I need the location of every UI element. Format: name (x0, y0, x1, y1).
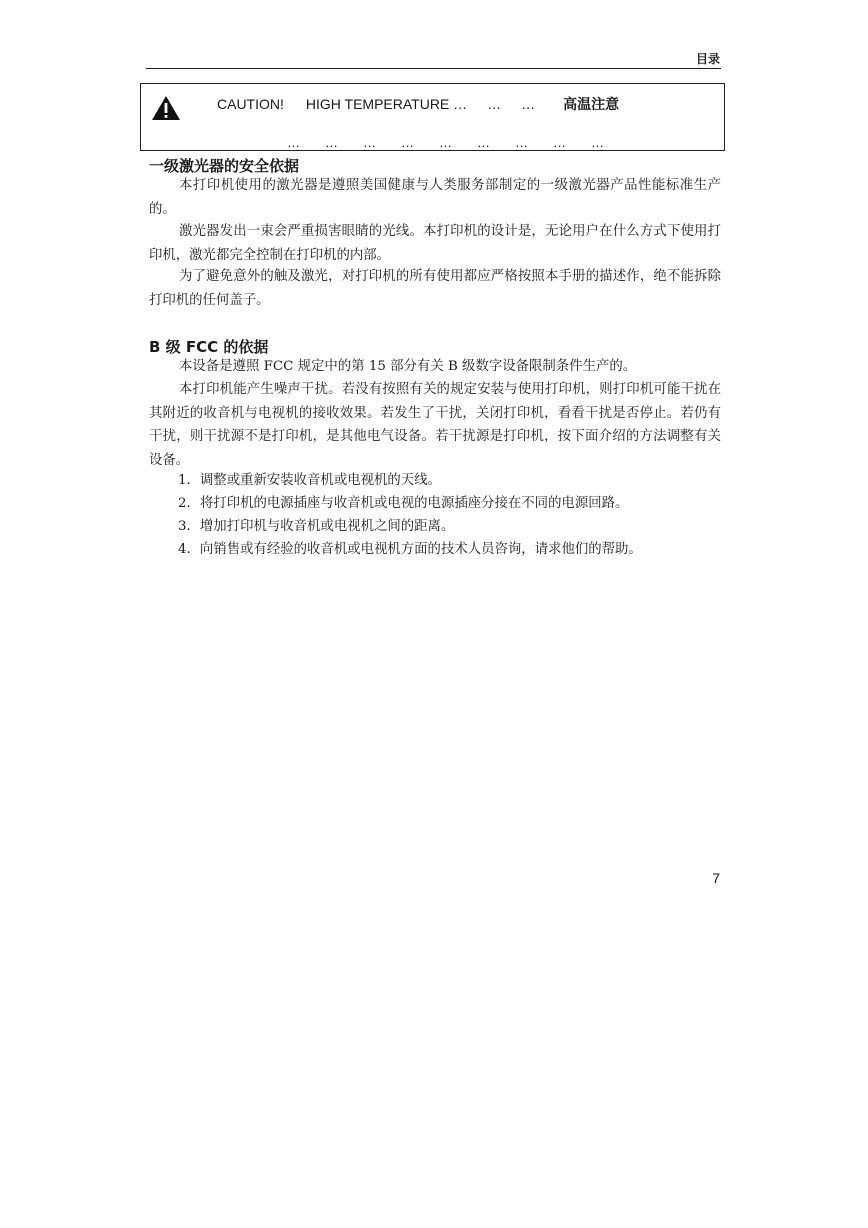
running-header-title: 目录 (695, 52, 720, 66)
fcc-section-heading: B 级 FCC 的依据 (149, 338, 269, 356)
fcc-paragraph: 本设备是遵照 FCC 规定中的第 15 部分有关 B 级数字设备限制条件生产的。 (179, 359, 637, 374)
warning-triangle-icon (151, 95, 181, 121)
caution-dot: … (401, 135, 414, 150)
caution-dots-row (287, 135, 629, 150)
list-item: 2．将打印机的电源插座与收音机或电视的电源插座分接在不同的电源回路。 (178, 496, 629, 511)
list-item: 3．增加打印机与收音机或电视机之间的距离。 (178, 519, 455, 534)
caution-line (217, 94, 619, 114)
laser-paragraph: 本打印机使用的激光器是遵照美国健康与人类服务部制定的一级激光器产品性能标准生产的。 (149, 178, 721, 217)
caution-dot: … (439, 135, 452, 150)
fcc-paragraph: 本打印机能产生噪声干扰。若没有按照有关的规定安装与使用打印机，则打印机可能干扰在其附近的收音机与电视机的接收效果。若发生了干扰，关闭打印机，看看干扰是否停止。若仍有干扰，则干扰源不是打印机，是其他电气设备。若干扰源是打印机，按下面介绍的方法调整有关设备。 (149, 382, 721, 468)
caution-dot: … (477, 135, 490, 150)
caution-dot: … (591, 135, 604, 150)
caution-box (140, 83, 725, 151)
laser-paragraph: 激光器发出一束会严重损害眼睛的光线。本打印机的设计是，无论用户在什么方式下使用打印机，激光都完全控制在打印机的内部。 (149, 224, 721, 263)
caution-chinese: 高温注意 (563, 97, 620, 113)
list-item: 4．向销售或有经验的收音机或电视机方面的技术人员咨询，请求他们的帮助。 (178, 542, 642, 557)
header-rule (146, 68, 721, 69)
caution-dot: … (287, 135, 300, 150)
page-number: 7 (712, 870, 720, 886)
caution-dot: … (553, 135, 566, 150)
caution-label: CAUTION! (217, 96, 284, 112)
laser-paragraph: 为了避免意外的触及激光，对打印机的所有使用都应严格按照本手册的描述作，绝不能拆除打印机的任何盖子。 (149, 269, 721, 308)
caution-dot: … (325, 135, 338, 150)
caution-text: HIGH TEMPERATURE … (305, 96, 468, 112)
caution-dots-2: … (521, 96, 536, 112)
caution-dot: … (515, 135, 528, 150)
caution-dot: … (363, 135, 376, 150)
caution-dots-1: … (487, 96, 502, 112)
list-item: 1．调整或重新安装收音机或电视机的天线。 (178, 473, 441, 488)
laser-section-heading: 一级激光器的安全依据 (149, 157, 300, 175)
